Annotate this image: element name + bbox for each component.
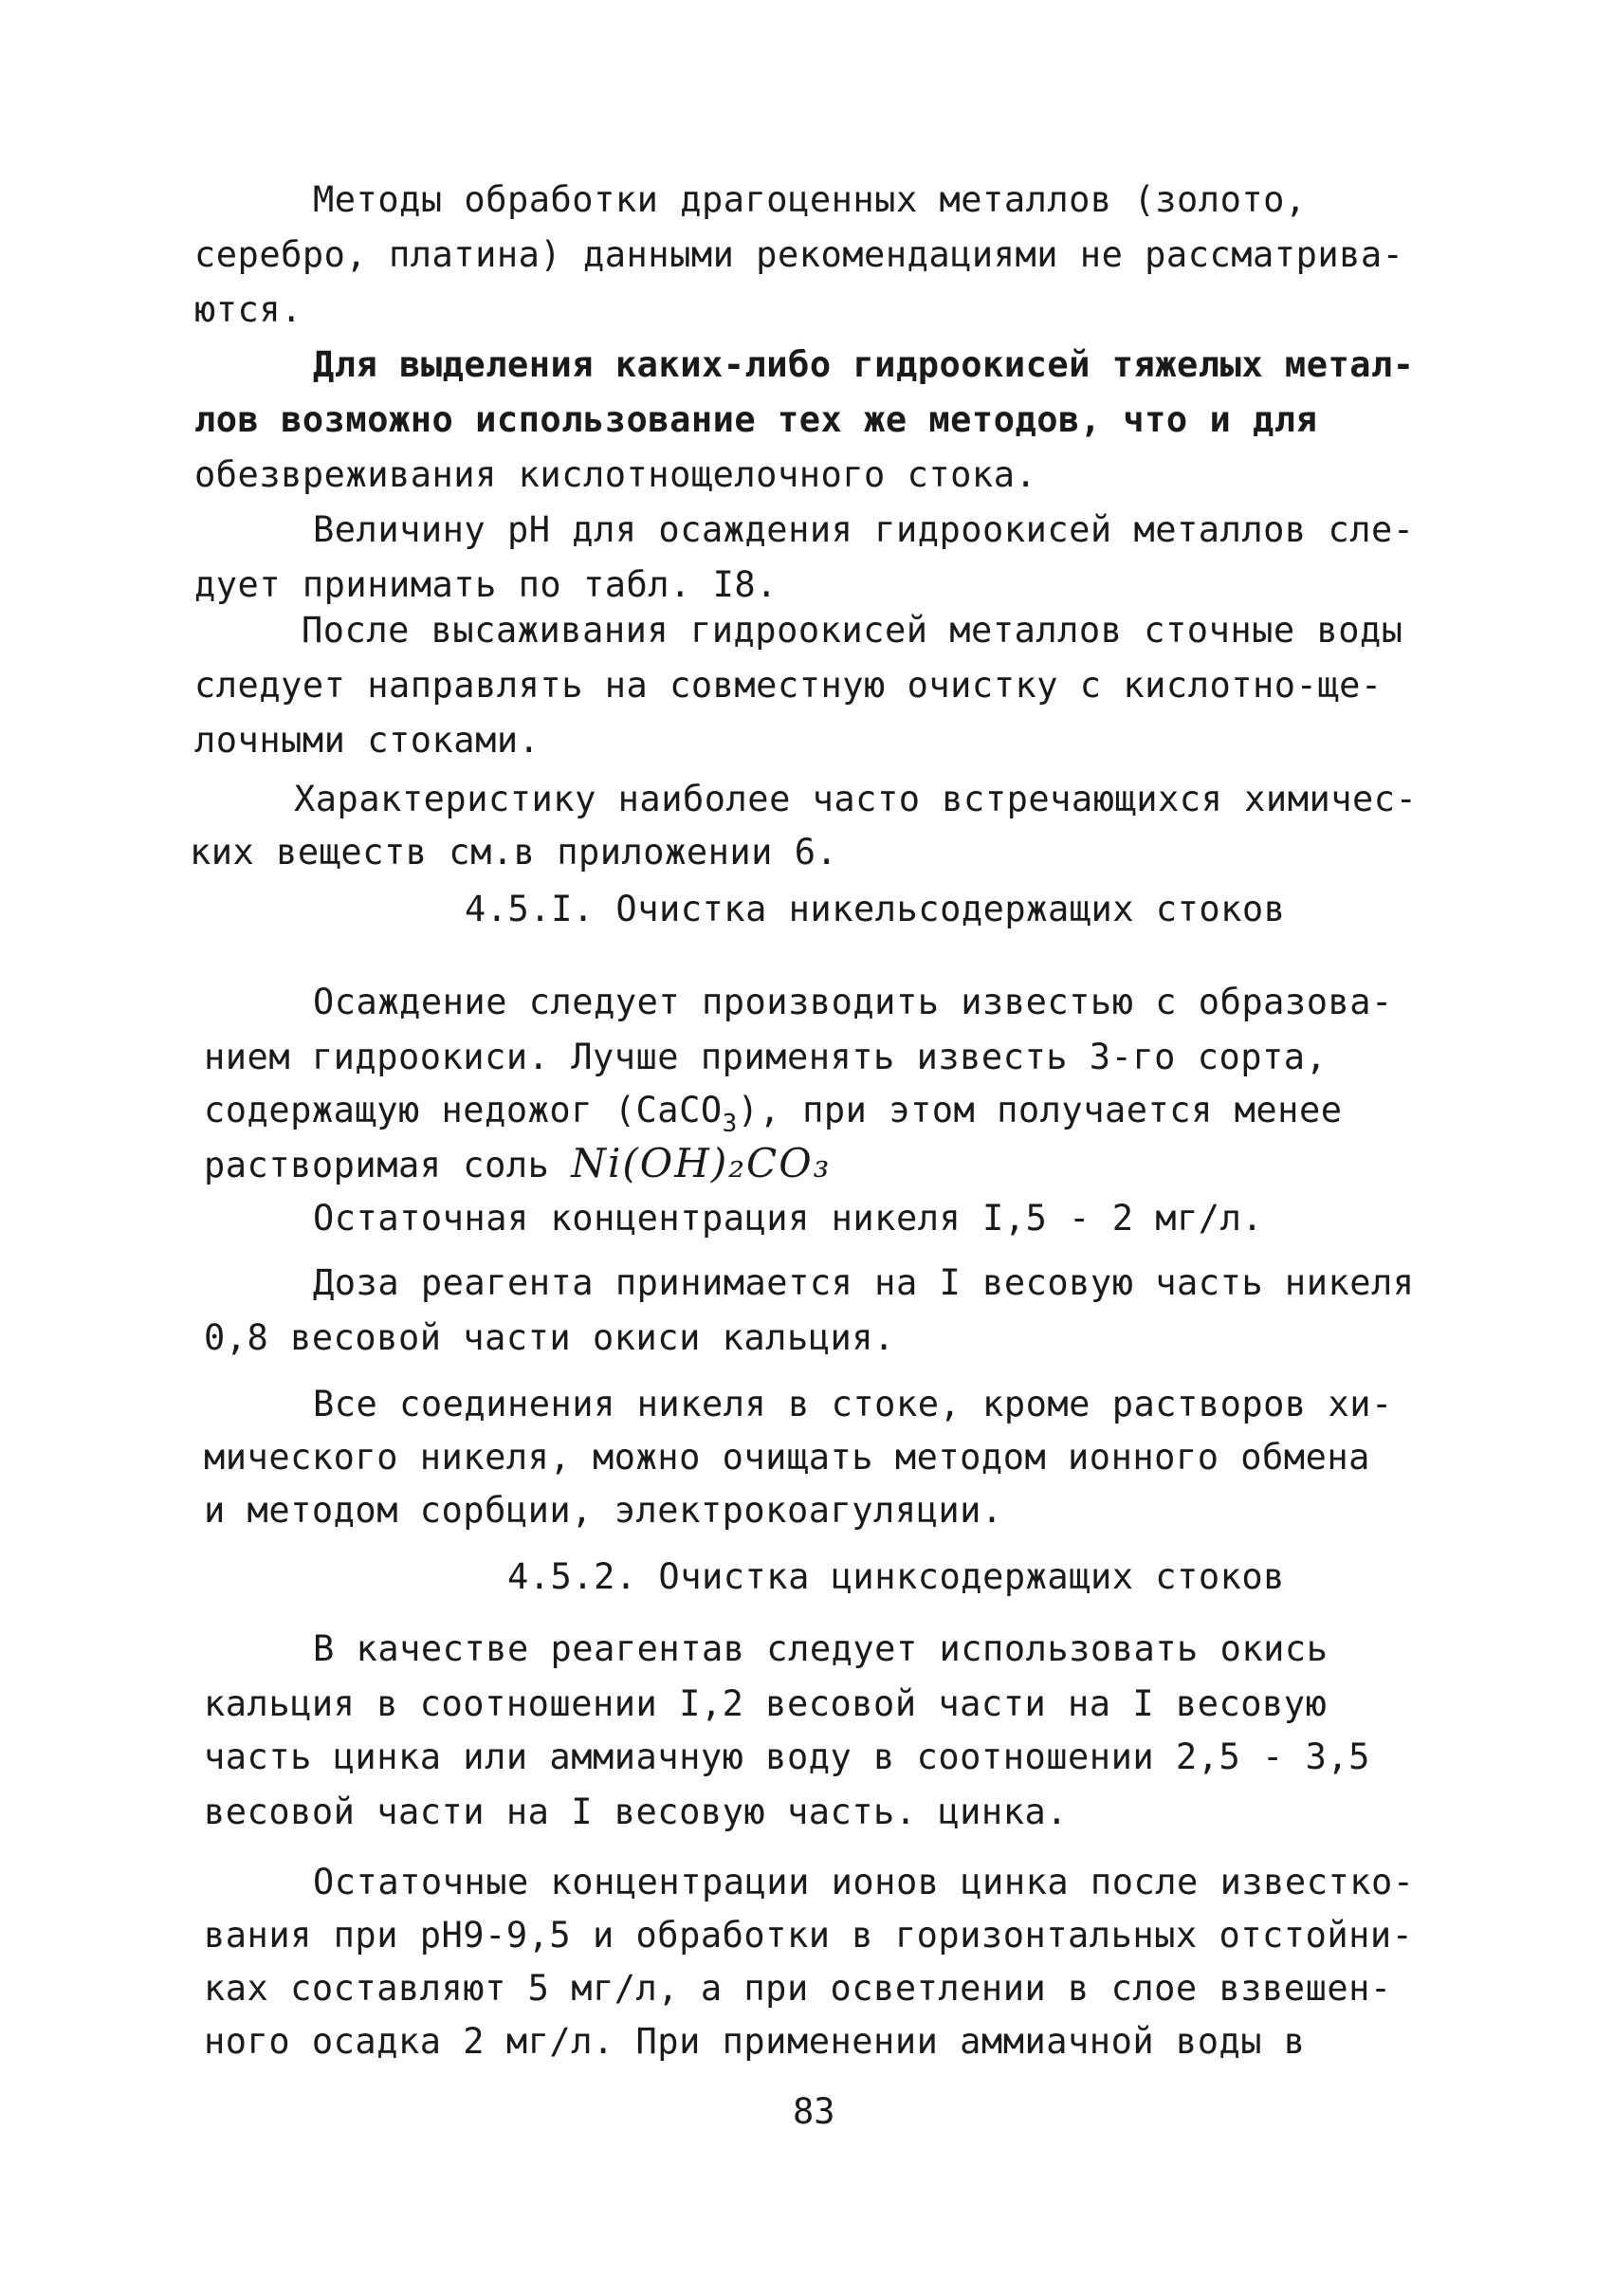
- text-line: весовой части на I весовую часть. цинка.: [204, 1791, 1069, 1832]
- handwritten-formula: Ni(OH)₂CO₃: [571, 1140, 832, 1186]
- text-line: ких веществ см.в приложении 6.: [190, 832, 838, 872]
- text-line: и методом сорбции, электрокоагуляции.: [204, 1490, 1003, 1531]
- text-line: После высаживания гидроокисей металлов сточные воды: [302, 610, 1403, 651]
- text-line: лов возможно использование тех же методов, что и для: [194, 399, 1318, 440]
- text-fragment: содержащую недожог (СаСО: [204, 1090, 723, 1130]
- text-line: Остаточная концентрация никеля I,5 - 2 мг/л.: [313, 1198, 1264, 1239]
- text-line: Характеристику наиболее часто встречающихся химичес-: [294, 779, 1418, 819]
- text-line: [204, 1089, 1343, 1138]
- text-line: Величину pH для осаждения гидроокисей металлов сле-: [313, 509, 1415, 550]
- text-line: Осаждение следует производить известью с образова-: [313, 982, 1393, 1022]
- text-line: лочными стоками.: [194, 720, 541, 761]
- text-line: часть цинка или аммиачную воду в соотношении 2,5 - 3,5: [204, 1736, 1370, 1777]
- section-heading: 4.5.I. Очистка никельсодержащих стоков: [465, 889, 1286, 929]
- text-line: ются.: [194, 289, 302, 330]
- page-number: 83: [793, 2091, 835, 2132]
- subscript: 3: [722, 1110, 738, 1138]
- text-line: серебро, платина) данными рекомендациями не рассматрива-: [194, 234, 1404, 275]
- text-line: Для выделения каких-либо гидроокисей тяжелых метал-: [313, 344, 1415, 385]
- text-line: нием гидроокиси. Лучше применять известь 3-го сорта,: [204, 1037, 1328, 1077]
- text-fragment: ), при этом получается менее: [737, 1090, 1343, 1130]
- text-line: Доза реагента принимается на I весовую часть никеля: [313, 1262, 1415, 1303]
- text-line: Остаточные концентрации ионов цинка после известко-: [313, 1862, 1415, 1902]
- text-line: Методы обработки драгоценных металлов (золото,: [313, 179, 1307, 220]
- text-line: 0,8 весовой части окиси кальция.: [204, 1317, 895, 1358]
- text-line: обезвреживания кислотнощелочного стока.: [194, 454, 1037, 495]
- text-line: вания при pH9-9,5 и обработки в горизонтальных отстойни-: [204, 1915, 1414, 1956]
- text-line: ках составляют 5 мг/л, а при осветлении в слое взвешен-: [204, 1968, 1392, 2009]
- text-line: ного осадка 2 мг/л. При применении аммиачной воды в: [204, 2021, 1306, 2062]
- text-line: дует принимать по табл. I8.: [194, 564, 778, 605]
- text-line: [204, 1142, 831, 1187]
- text-line: В качестве реагентав следует использовать окись: [313, 1628, 1329, 1669]
- text-fragment: растворимая соль: [204, 1145, 572, 1185]
- text-line: следует направлять на совместную очистку с кислотно-ще-: [194, 665, 1383, 706]
- text-line: Все соединения никеля в стоке, кроме растворов хи-: [313, 1384, 1393, 1424]
- text-line: кальция в соотношении I,2 весовой части на I весовую: [204, 1683, 1328, 1724]
- section-heading: 4.5.2. Очистка цинксодержащих стоков: [507, 1556, 1285, 1597]
- text-line: мического никеля, можно очищать методом ионного обмена: [204, 1437, 1370, 1478]
